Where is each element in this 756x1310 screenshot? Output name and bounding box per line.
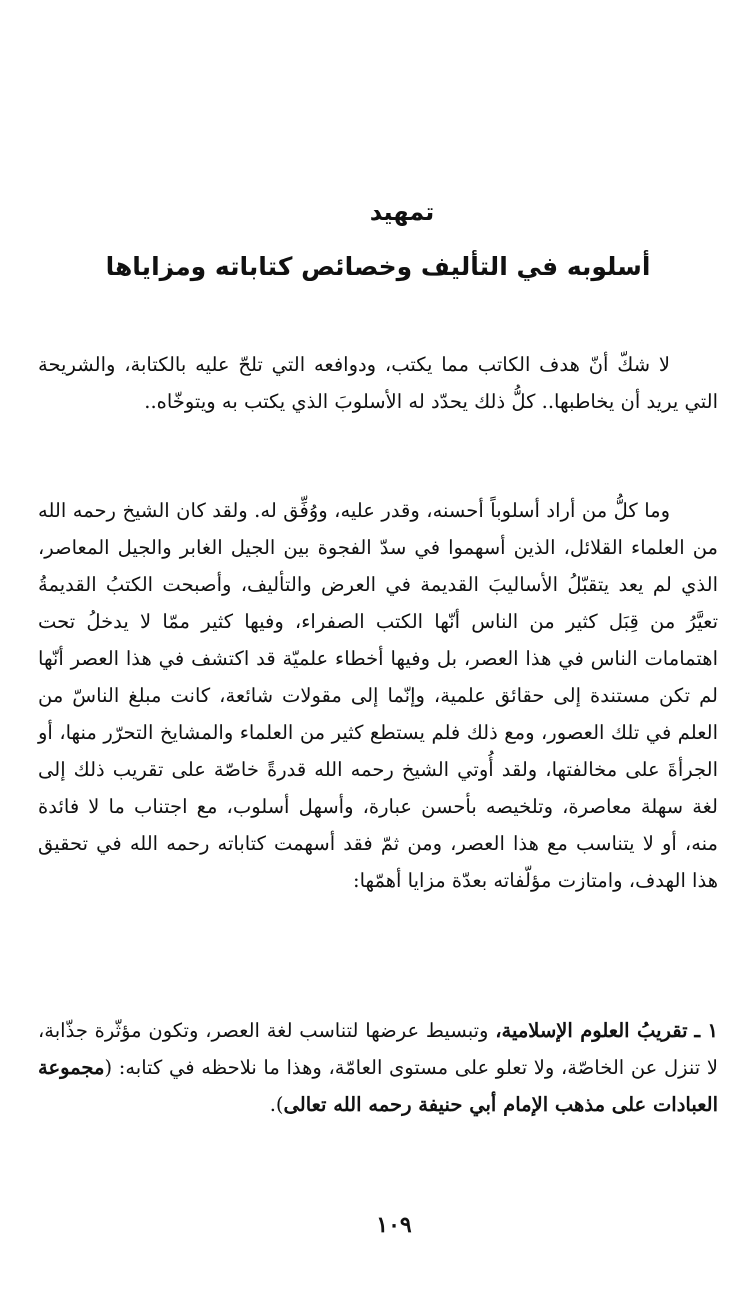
feature-end: ). (269, 1093, 284, 1116)
feature-lead: تقريبُ العلوم الإسلامية، (495, 1019, 688, 1042)
paragraph-shaykh-style: وما كلُّ من أراد أسلوباً أحسنه، وقدر عليه، ووُفِّق له. ولقد كان الشيخ رحمه الله من العلماء القلائل، الذين أسهموا في سدّ الفجوة بين الجيل الغابر والجيل المعاصر، الذي لم يعد يتقبّلُ الأساليبَ القديمة في العرض والتأليف، وأصبحت الكتبُ القديمةُ تعيَّرُ من قِبَل كثير من الناس أنّها الكتب الصفراء، وفيها كثير ممّا لا يدخلُ تحت اهتمامات الناس في هذا العصر، بل وفيها أخطاء علميّة قد اكتشف في هذا العصر أنّها لم تكن مستندة إلى حقائق علمية، وإنّما إلى مقولات شائعة، كانت مبلغ الناسّ من العلم في تلك العصور، ومع ذلك فلم يستطع كثير من العلماء والمشايخ التحرّر منها، أو الجرأةَ على مخالفتها، ولقد أُوتي الشيخ رحمه الله قدرةً خاصّة على تقريب ذلك إلى لغة سهلة معاصرة، وتلخيصه بأحسن عبارة، وأسهل أسلوب، مع اجتناب ما لا فائدة منه، أو لا يتناسب مع هذا العصر، ومن ثمّ فقد أسهمت كتاباته رحمه الله في تحقيق هذا الهدف، وامتازت مؤلّفاته بعدّة مزايا أهمّها: (38, 499, 718, 892)
feature-number: ١ ـ (694, 1019, 718, 1042)
page-title: تمهيد (369, 198, 435, 226)
paragraph-intro: لا شكّ أنّ هدف الكاتب مما يكتب، ودوافعه التي تلحّ عليه بالكتابة، والشريحة التي يريد أن يخاطبها.. كلُّ ذلك يحدّد له الأسلوبَ الذي يكتب به ويتوخّاه.. (38, 353, 718, 413)
book-title: مجموعة العبادات على مذهب الإمام أبي حنيفة رحمه الله تعالى (38, 1056, 718, 1116)
page-subtitle: أسلوبه في التأليف وخصائص كتاباته ومزاياها (105, 252, 651, 281)
paragraph-feature-one (38, 1012, 718, 1123)
feature-body: وتبسيط عرضها لتناسب لغة العصر، وتكون مؤثّرة جذّابة، لا تنزل عن الخاصّة، ولا تعلو على مستوى العامّة، وهذا ما نلاحظه في كتابه: ( (38, 1019, 718, 1079)
page-number: ١٠٩ (376, 1212, 412, 1238)
